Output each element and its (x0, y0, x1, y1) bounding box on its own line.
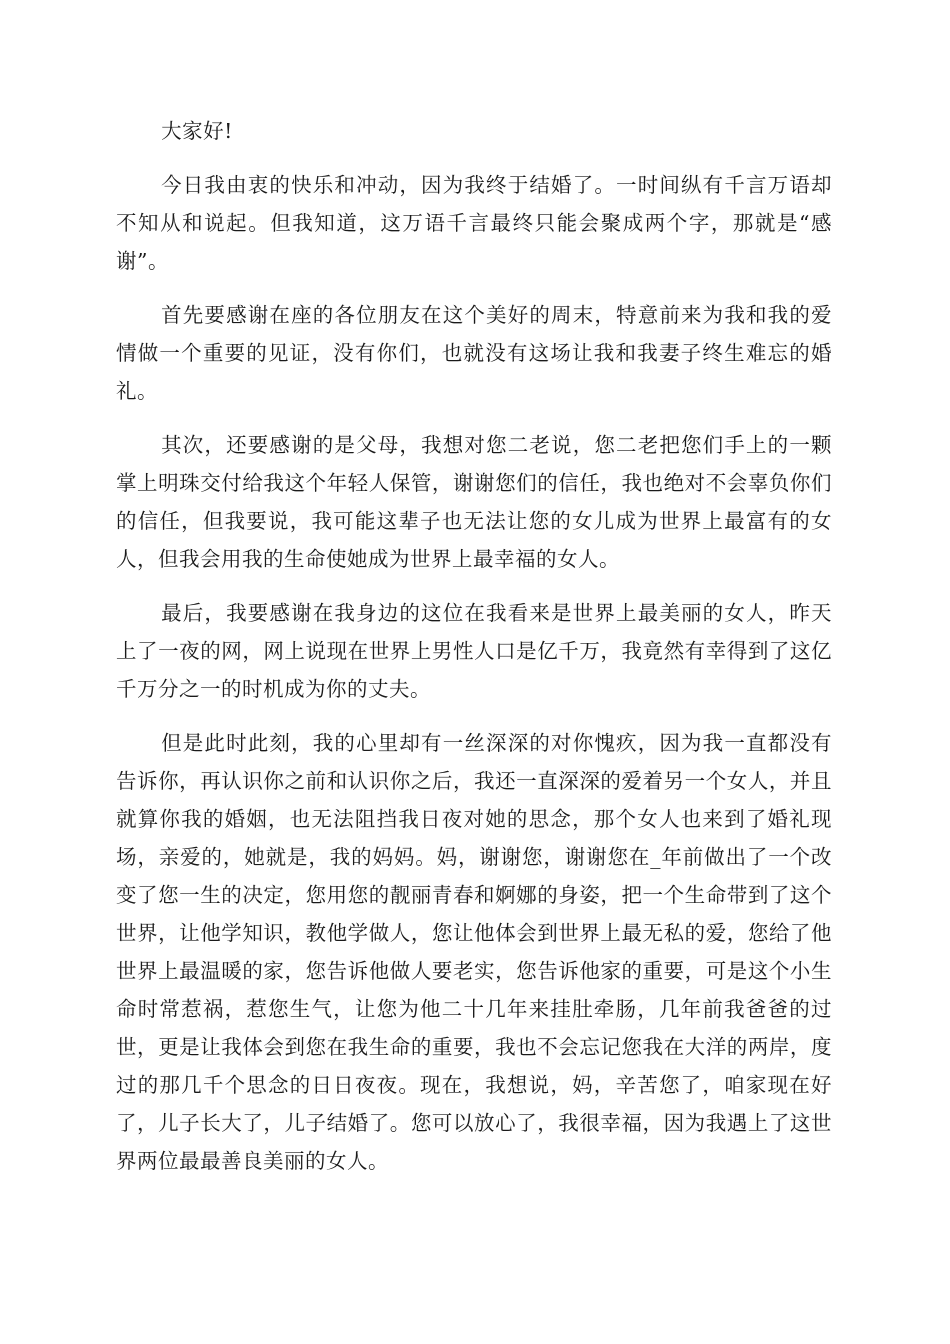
paragraph-thanks-wife: 最后，我要感谢在我身边的这位在我看来是世界上最美丽的女人，昨天上了一夜的网，网上说现在世界上男性人口是亿千万，我竟然有幸得到了这亿千万分之一的时机成为你的丈夫。 (116, 601, 832, 701)
paragraph-thanks-friends: 首先要感谢在座的各位朋友在这个美好的周末，特意前来为我和我的爱情做一个重要的见证，没有你们，也就没有这场让我和我妻子终生难忘的婚礼。 (116, 303, 832, 403)
document-page (116, 112, 832, 1196)
paragraph-thanks-mother: 但是此时此刻，我的心里却有一丝深深的对你愧疚，因为我一直都没有告诉你，再认识你之前和认识你之后，我还一直深深的爱着另一个女人，并且就算你我的婚姻，也无法阻挡我日夜对她的思念，那个女人也来到了婚礼现场，亲爱的，她就是，我的妈妈。妈，谢谢您，谢谢您在_年前做出了一个改变了您一生的决定，您用您的靓丽青春和婀娜的身姿，把一个生命带到了这个世界，让他学知识，教他学做人，您让他体会到世界上最无私的爱，您给了他世界上最温暖的家，您告诉他做人要老实，您告诉他家的重要，可是这个小生命时常惹祸，惹您生气，让您为他二十几年来挂肚牵肠，几年前我爸爸的过世，更是让我体会到您在我生命的重要，我也不会忘记您我在大洋的两岸，度过的那几千个思念的日日夜夜。现在，我想说，妈，辛苦您了，咱家现在好了，儿子长大了，儿子结婚了。您可以放心了，我很幸福，因为我遇上了这世界两位最最善良美丽的女人。 (116, 731, 832, 1173)
paragraph-opening: 今日我由衷的快乐和冲动，因为我终于结婚了。一时间纵有千言万语却不知从和说起。但我知道，这万语千言最终只能会聚成两个字，那就是“感谢”。 (116, 173, 832, 273)
paragraph-thanks-parents: 其次，还要感谢的是父母，我想对您二老说，您二老把您们手上的一颗掌上明珠交付给我这个年轻人保管，谢谢您们的信任，我也绝对不会辜负你们的信任，但我要说，我可能这辈子也无法让您的女儿成为世界上最富有的女人，但我会用我的生命使她成为世界上最幸福的女人。 (116, 433, 832, 571)
greeting: 大家好! (161, 119, 233, 143)
